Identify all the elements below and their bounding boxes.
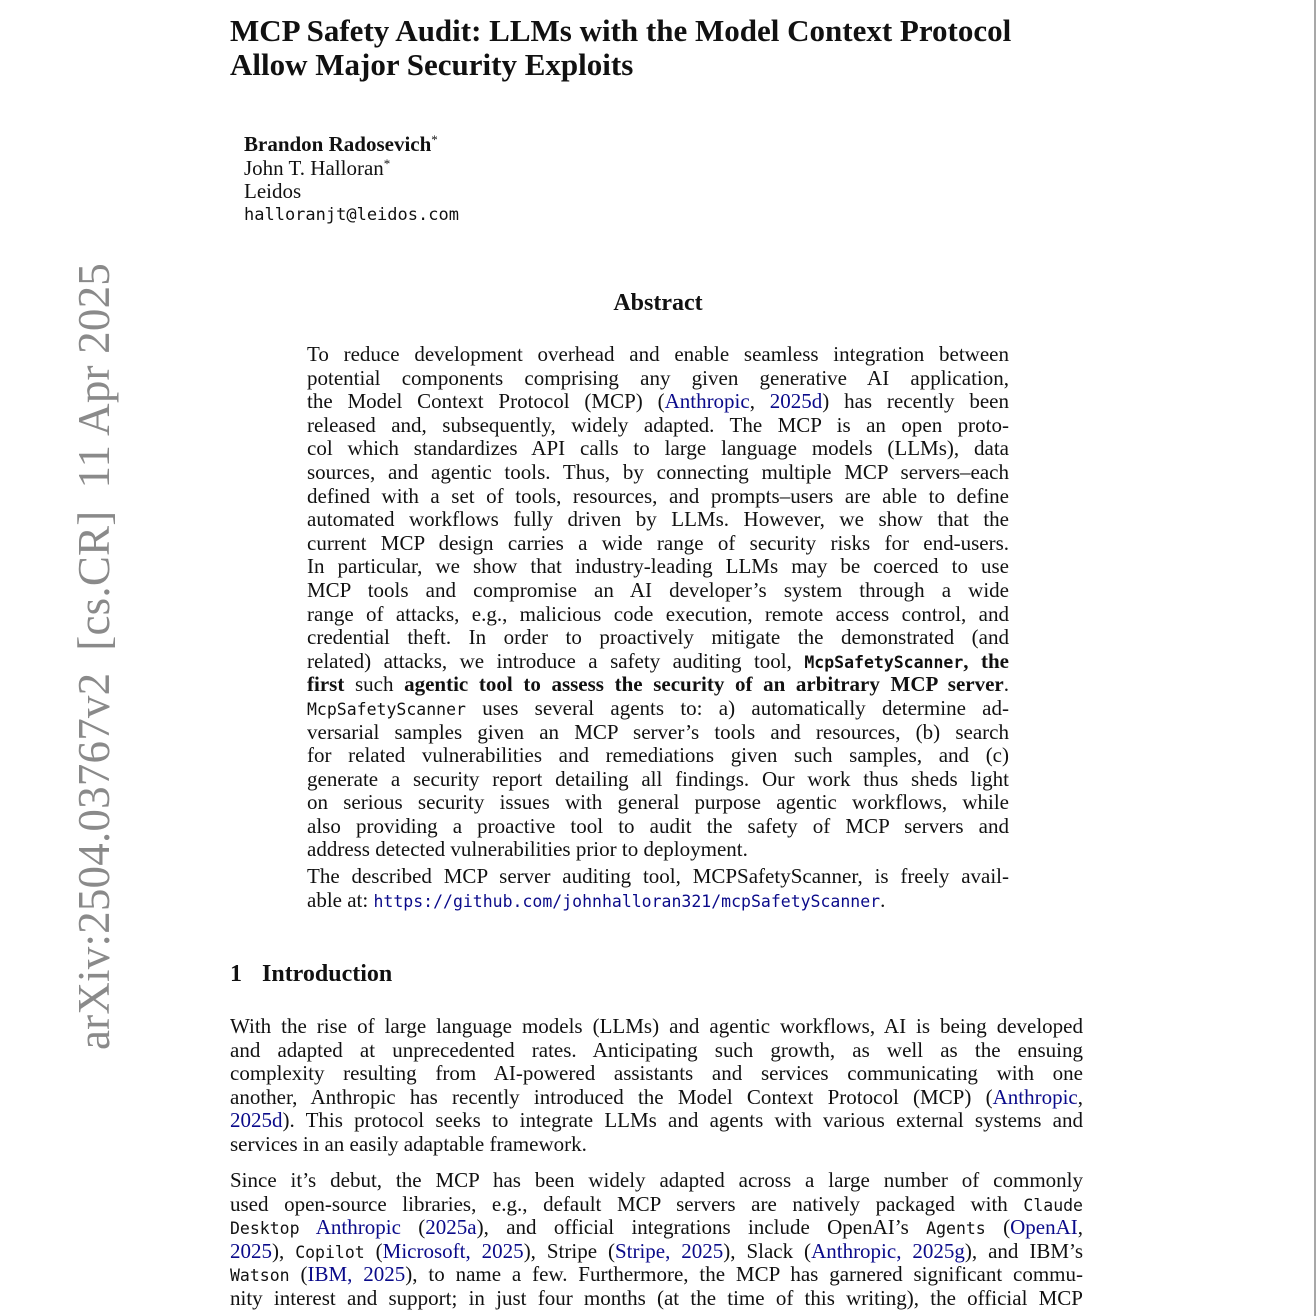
- abstract-line: [307, 673, 1009, 697]
- intro-line: Since it’s debut, the MCP has been widely adapted across a large number of commonly: [230, 1168, 1083, 1192]
- citation-link[interactable]: 2025: [230, 1238, 272, 1263]
- intro-line: [230, 1086, 1083, 1110]
- author-block: [244, 133, 459, 227]
- intro-line: [230, 1193, 1083, 1217]
- citation-link[interactable]: Anthropic: [664, 389, 750, 414]
- intro-line: [230, 1263, 1083, 1287]
- tool-name-code: McpSafetyScanner: [307, 699, 466, 719]
- text-span: ), Stripe (: [523, 1238, 615, 1263]
- author-1-marker: *: [431, 132, 438, 147]
- abstract-line: potential components comprising any given generative AI application,: [307, 365, 1009, 390]
- author-2-marker: *: [383, 155, 391, 171]
- text-span: ,: [1077, 1084, 1083, 1109]
- product-code: Watson: [230, 1266, 290, 1286]
- citation-link[interactable]: IBM, 2025: [307, 1262, 406, 1287]
- text-span: agentic tool to assess the security of an arbitrary MCP server: [404, 672, 1004, 697]
- abstract-heading: Abstract: [613, 290, 703, 316]
- abstract-line: for related vulnerabilities and remediations given such samples, and (c): [307, 743, 1009, 768]
- abstract-line: The described MCP server auditing tool, MCPSafetyScanner, is freely avail-: [307, 864, 1009, 889]
- abstract-line: versarial samples given an MCP server’s tools and resources, (b) search: [307, 719, 1009, 744]
- product-code: Agents: [926, 1219, 986, 1239]
- citation-link[interactable]: Anthropic, 2025g: [811, 1238, 965, 1263]
- text-span: ), and IBM’s: [964, 1238, 1084, 1263]
- abstract-line: on serious security issues with general purpose agentic workflows, while: [307, 790, 1009, 815]
- text-span: ,: [1077, 1215, 1084, 1240]
- abstract-line: also providing a proactive tool to audit the safety of MCP servers and: [307, 813, 1009, 838]
- arxiv-id[interactable]: arXiv:2504.03767v2: [69, 672, 119, 1050]
- abstract-line: range of attacks, e.g., malicious code execution, remote access control, and: [307, 601, 1009, 626]
- arxiv-watermark[interactable]: [69, 241, 119, 1050]
- abstract-line: current MCP design carries a wide range of security risks for end-users.: [307, 530, 1009, 555]
- abstract-line: address detected vulnerabilities prior to deployment.: [307, 837, 748, 862]
- intro-line: With the rise of large language models (LLMs) and agentic workflows, AI is being developed: [230, 1014, 1083, 1038]
- text-span: able at:: [307, 887, 374, 912]
- intro-line: and adapted at unprecedented rates. Anticipating such growth, as well as the ensuing: [230, 1037, 1083, 1062]
- section-title: Introduction: [262, 961, 393, 987]
- author-1-name: Brandon Radosevich: [244, 132, 432, 156]
- text-span: ), Slack (: [723, 1238, 812, 1263]
- abstract-line: credential theft. In order to proactively mitigate the demonstrated (and: [307, 625, 1009, 650]
- intro-line: nity interest and support; in just four months (at the time of this writing), the official MCP: [230, 1285, 1083, 1310]
- text-span: the Model Context Protocol (MCP) (: [307, 389, 665, 414]
- abstract-body: [307, 343, 1009, 912]
- text-span: ) has recently been: [822, 389, 1009, 414]
- abstract-line: defined with a set of tools, resources, and prompts–users are able to define: [307, 483, 1009, 508]
- paper-title: [230, 14, 1100, 82]
- citation-link[interactable]: OpenAI: [1010, 1215, 1078, 1240]
- intro-paragraph-2: [230, 1169, 1083, 1311]
- abstract-line: To reduce development overhead and enable seamless integration between: [307, 342, 1009, 366]
- title-line-1: MCP Safety Audit: LLMs with the Model Context Protocol: [230, 13, 1012, 48]
- text-span: related) attacks, we introduce a safety auditing tool,: [307, 648, 805, 673]
- text-span: , the: [963, 648, 1009, 673]
- author-1: [244, 133, 459, 157]
- text-span: ),: [272, 1238, 296, 1263]
- intro-paragraph-1: [230, 1015, 1083, 1157]
- author-2: [244, 157, 459, 181]
- abstract-line: MCP tools and compromise an AI developer’s system through a wide: [307, 577, 1009, 602]
- text-span: .: [880, 887, 886, 912]
- affiliation: Leidos: [244, 179, 302, 204]
- title-line-2: Allow Major Security Exploits: [230, 47, 634, 82]
- citation-link[interactable]: Stripe, 2025: [614, 1238, 724, 1263]
- abstract-line: [307, 390, 1009, 414]
- citation-link[interactable]: Anthropic: [315, 1215, 401, 1240]
- abstract-line: [307, 697, 1009, 721]
- citation-link[interactable]: 2025a: [425, 1215, 477, 1240]
- text-span: ). This protocol seeks to integrate LLMs and agents with various external systems and: [282, 1108, 1083, 1133]
- abstract-line: generate a security report detailing all findings. Our work thus sheds light: [307, 766, 1009, 791]
- text-span: (: [985, 1215, 1011, 1240]
- text-span: such: [344, 672, 405, 697]
- text-span: (: [289, 1262, 308, 1287]
- product-code: Desktop: [230, 1219, 300, 1239]
- text-span: ), and official integrations include OpenAI’s: [476, 1215, 927, 1240]
- abstract-line: [307, 650, 1009, 674]
- section-number: 1: [230, 961, 242, 987]
- intro-line: [230, 1240, 1083, 1264]
- citation-link[interactable]: Anthropic: [992, 1084, 1078, 1109]
- abstract-line: [307, 889, 1009, 913]
- arxiv-date: 11 Apr 2025: [69, 263, 119, 489]
- section-heading-introduction: [230, 960, 392, 988]
- abstract-line: In particular, we show that industry-leading LLMs may be coerced to use: [307, 554, 1009, 579]
- intro-line: [230, 1109, 1083, 1133]
- text-span: ,: [749, 389, 770, 414]
- tool-name-code: McpSafetyScanner: [804, 652, 964, 672]
- github-link[interactable]: https://github.com/johnhalloran321/mcpSafetyScanner: [373, 891, 881, 911]
- product-code: Claude: [1023, 1195, 1083, 1215]
- author-2-name: John T. Halloran: [244, 155, 384, 180]
- text-span: (: [400, 1215, 426, 1240]
- intro-line: [230, 1216, 1083, 1240]
- product-code: Copilot: [295, 1242, 365, 1262]
- author-email[interactable]: halloranjt@leidos.com: [244, 204, 459, 225]
- abstract-line: automated workflows fully driven by LLMs. However, we show that the: [307, 507, 1009, 532]
- text-span: uses several agents to: a) automatically determine ad-: [465, 695, 1009, 720]
- text-span: first: [307, 672, 345, 697]
- abstract-line: col which standardizes API calls to large language models (LLMs), data: [307, 436, 1009, 461]
- arxiv-category: [cs.CR]: [69, 510, 119, 651]
- abstract-line: released and, subsequently, widely adapted. The MCP is an open proto-: [307, 412, 1009, 437]
- citation-link[interactable]: 2025d: [230, 1108, 283, 1133]
- text-span: (: [364, 1238, 383, 1263]
- abstract-line: sources, and agentic tools. Thus, by connecting multiple MCP servers–each: [307, 459, 1009, 484]
- citation-link[interactable]: 2025d: [769, 389, 823, 414]
- text-span: used open-source libraries, e.g., default MCP servers are natively packaged with: [230, 1191, 1024, 1216]
- text-span: another, Anthropic has recently introduced the Model Context Protocol (MCP) (: [230, 1084, 993, 1109]
- text-span: .: [1003, 672, 1009, 697]
- citation-link[interactable]: Microsoft, 2025: [382, 1238, 524, 1263]
- intro-line: complexity resulting from AI-powered assistants and services communicating with one: [230, 1061, 1083, 1086]
- intro-line: services in an easily adaptable framework.: [230, 1131, 587, 1156]
- text-span: ), to name a few. Furthermore, the MCP has garnered significant commu-: [405, 1262, 1083, 1287]
